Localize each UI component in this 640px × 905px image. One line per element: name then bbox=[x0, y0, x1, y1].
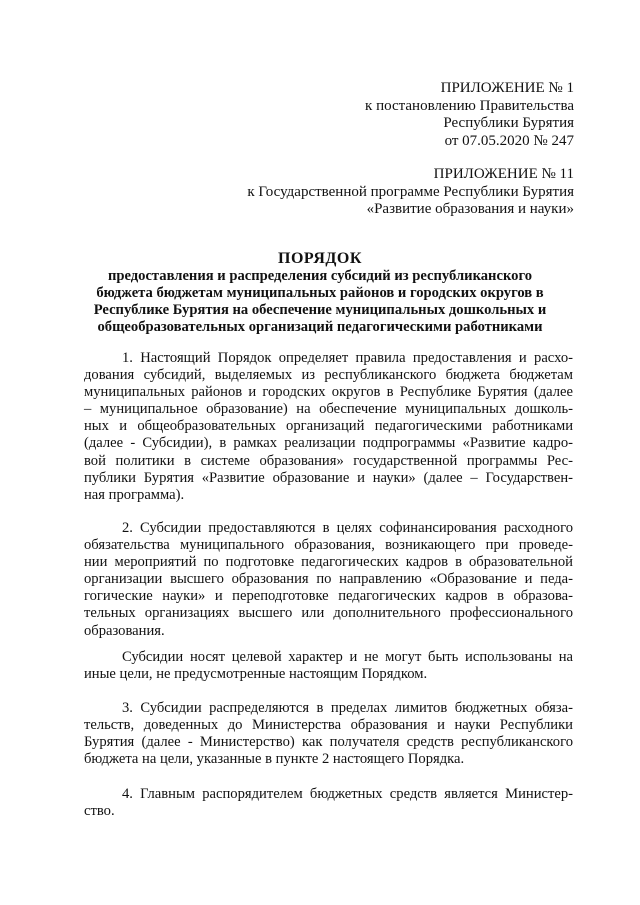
appendix-11-line: «Развитие образования и науки» bbox=[366, 201, 574, 217]
subtitle-line: бюджета бюджетам муниципальных районов и городских округов в bbox=[96, 285, 544, 301]
paragraph-2 bbox=[84, 520, 573, 640]
paragraph-line: 1. Настоящий Порядок определяет правила предоставления и расхо- bbox=[122, 350, 573, 366]
paragraph-line: бюджета на цели, указанные в пункте 2 настоящего Порядка. bbox=[84, 751, 465, 768]
subtitle-line: Республике Бурятия на обеспечение муниципальных дошкольных и bbox=[93, 302, 547, 318]
appendix-1-block bbox=[365, 80, 574, 150]
paragraph-line: муниципальных районов и городских округов в Республике Бурятия (далее bbox=[84, 384, 573, 401]
paragraph-line: дования субсидий, выделяемых из республиканского бюджета бюджетам bbox=[84, 367, 573, 384]
subtitle-line: предоставления и распределения субсидий из республиканского bbox=[107, 268, 533, 284]
appendix-1-line: Республики Бурятия bbox=[443, 115, 574, 131]
paragraph-4 bbox=[84, 786, 573, 820]
document-title: ПОРЯДОК bbox=[278, 250, 362, 267]
paragraph-line: тельств, доведенных до Министерства образования и науки Республики bbox=[84, 717, 573, 734]
paragraph-line: 4. Главным распорядителем бюджетных средств является Министер- bbox=[122, 786, 573, 802]
appendix-1-title: ПРИЛОЖЕНИЕ № 1 bbox=[440, 80, 574, 96]
paragraph-line: ство. bbox=[84, 803, 115, 820]
appendix-11-line: к Государственной программе Республики Бурятия bbox=[247, 183, 574, 200]
paragraph-line: 2. Субсидии предоставляются в целях софинансирования расходного bbox=[122, 520, 573, 536]
paragraph-2-continued bbox=[84, 649, 573, 683]
paragraph-line: гогические науки» и переподготовке педагогических кадров в образова- bbox=[84, 588, 573, 605]
document-subtitle bbox=[60, 268, 580, 336]
paragraph-line: Субсидии носят целевой характер и не могут быть использованы на bbox=[122, 649, 573, 665]
appendix-11-title: ПРИЛОЖЕНИЕ № 11 bbox=[433, 166, 574, 182]
paragraph-line: иные цели, не предусмотренные настоящим Порядком. bbox=[84, 666, 428, 683]
paragraph-line: 3. Субсидии распределяются в пределах лимитов бюджетных обяза- bbox=[122, 700, 573, 716]
paragraph-line: организации высшего образования по направлению «Образование и педа- bbox=[84, 571, 573, 588]
paragraph-line: (далее - Субсидии), в рамках реализации подпрограммы «Развитие кадро- bbox=[84, 435, 573, 452]
paragraph-3 bbox=[84, 700, 573, 768]
paragraph-line: нии мероприятий по подготовке педагогических кадров в образовательной bbox=[84, 554, 573, 571]
appendix-1-line: к постановлению Правительства bbox=[365, 97, 574, 114]
appendix-1-date: от 07.05.2020 № 247 bbox=[444, 132, 574, 149]
paragraph-1 bbox=[84, 350, 573, 504]
paragraph-line: образования. bbox=[84, 622, 165, 639]
paragraph-line: публики Бурятия «Развитие образование и науки» (далее – Государствен- bbox=[84, 469, 573, 486]
paragraph-line: тельных организациях высшего или дополнительного профессионального bbox=[84, 605, 573, 622]
paragraph-line: вой политики в системе образования» государственной программы Рес- bbox=[84, 452, 573, 469]
paragraph-line: – муниципальное образование) на обеспечение муниципальных дошколь- bbox=[84, 401, 573, 418]
paragraph-line: Бурятия (далее - Министерство) как получателя средств республиканского bbox=[84, 734, 573, 751]
paragraph-line: ная программа). bbox=[84, 486, 185, 503]
appendix-11-block bbox=[247, 166, 574, 219]
subtitle-line: общеобразовательных организаций педагогическими работниками bbox=[97, 319, 543, 335]
paragraph-line: ных и общеобразовательных организаций педагогическими работниками bbox=[84, 418, 573, 435]
paragraph-line: обязательства муниципального образования, возникающего при проведе- bbox=[84, 537, 573, 554]
